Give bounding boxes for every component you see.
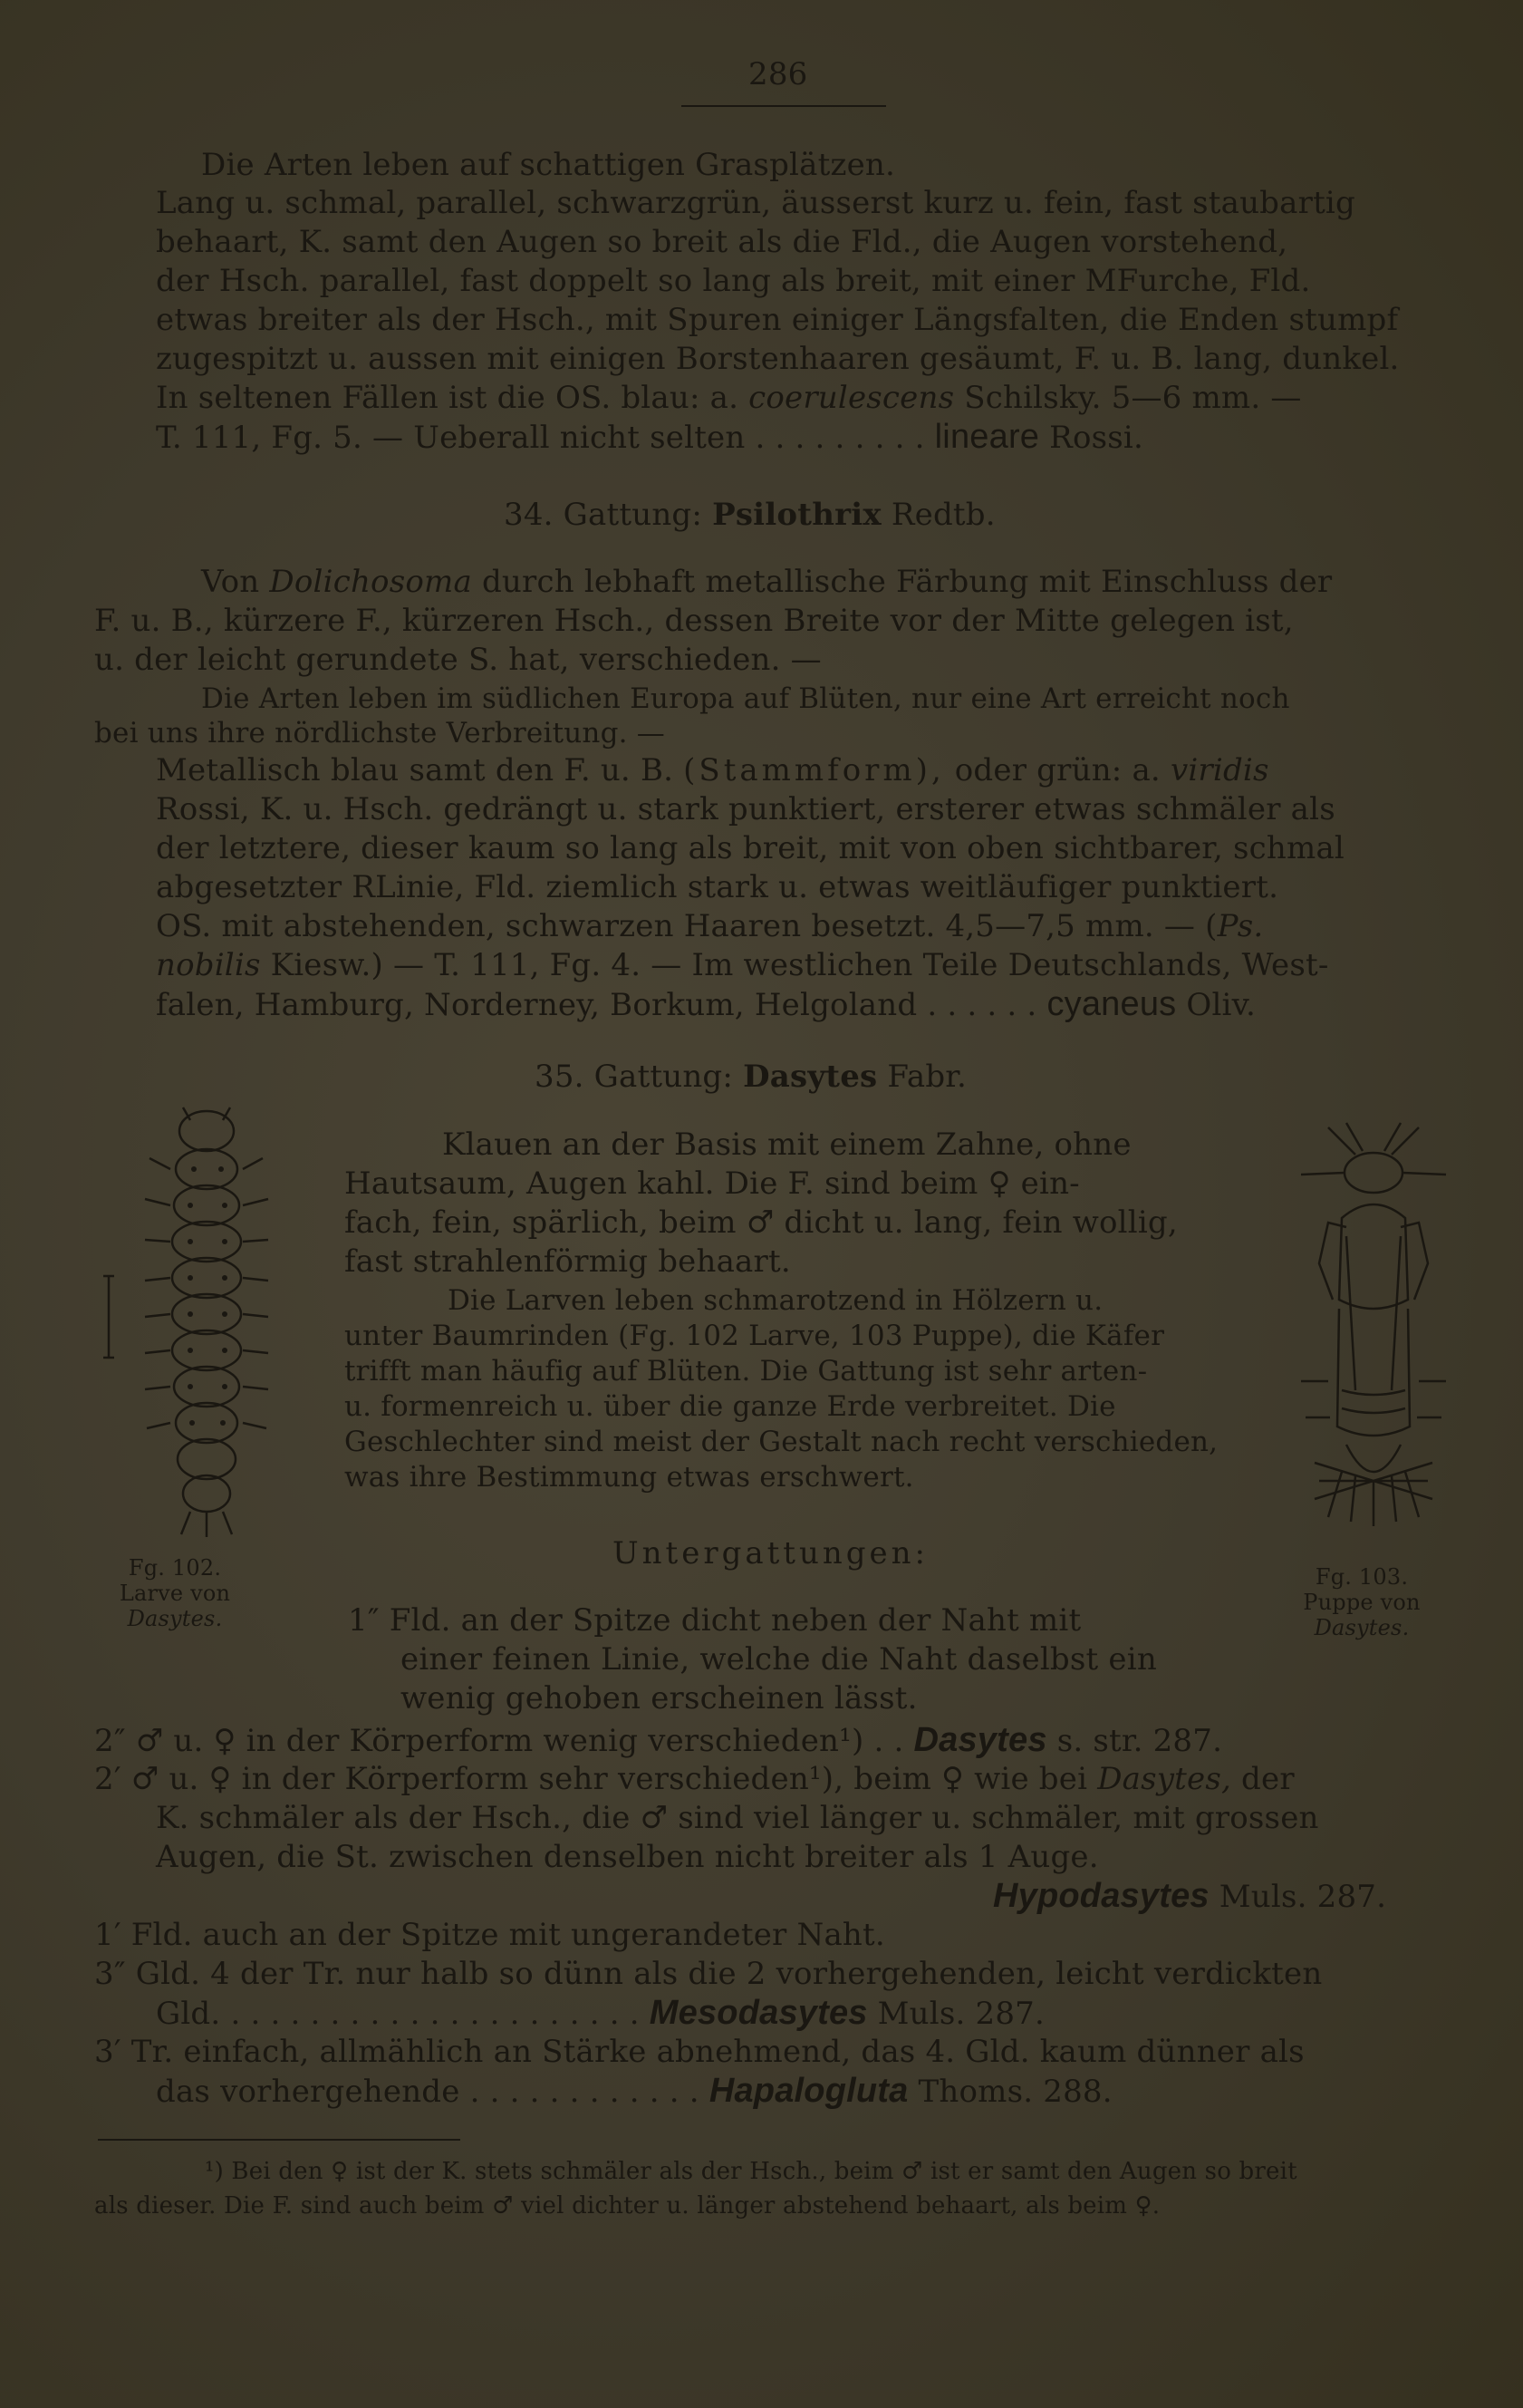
footnote-line: ¹) Bei den ♀ ist der K. stets schmäler als der Hsch., beim ♂ ist er samt den Augen so breit <box>205 2158 1297 2185</box>
intro-line: behaart, K. samt den Augen so breit als die Fld., die Augen vorstehend, <box>156 224 1288 260</box>
key-line: 2′ ♂ u. ♀ in der Körperform sehr verschieden¹), beim ♀ wie bei Dasytes, der <box>94 1761 1295 1797</box>
larva-figure <box>100 1104 299 1539</box>
subgenus-name: Dasytes <box>913 1721 1047 1759</box>
page-number: 286 <box>748 56 808 92</box>
intro-line: zugespitzt u. aussen mit einigen Borstenhaaren gesäumt, F. u. B. lang, dunkel. <box>156 341 1400 377</box>
pupa-figure <box>1292 1118 1455 1535</box>
key-line: wenig gehoben erscheinen lässt. <box>400 1680 918 1717</box>
figure-caption: Fg. 103. Puppe von Dasytes. <box>1303 1564 1421 1640</box>
genus34-line: Die Arten leben im südlichen Europa auf Blüten, nur eine Art erreicht noch <box>201 682 1290 715</box>
key-line: 3′ Tr. einfach, allmählich an Stärke abnehmend, das 4. Gld. kaum dünner als <box>94 2034 1305 2070</box>
genus34-line: der letztere, dieser kaum so lang als breit, mit von oben sichtbarer, schmal <box>156 830 1345 866</box>
key-line: 2″ ♂ u. ♀ in der Körperform wenig verschieden¹) . . Dasytes s. str. 287. <box>94 1721 1223 1759</box>
key-line: einer feinen Linie, welche die Naht daselbst ein <box>400 1641 1157 1678</box>
genus-heading: 34. Gattung: Psilothrix Redtb. <box>504 497 996 533</box>
key-line: Augen, die St. zwischen denselben nicht breiter als 1 Auge. <box>156 1839 1099 1875</box>
genus35-line: Geschlechter sind meist der Gestalt nach recht verschieden, <box>344 1426 1219 1458</box>
species-name: cyaneus <box>1046 985 1177 1023</box>
key-line: K. schmäler als der Hsch., die ♂ sind viel länger u. schmäler, mit grossen <box>156 1800 1319 1836</box>
genus35-line: Hautsaum, Augen kahl. Die F. sind beim ♀ ein- <box>344 1165 1080 1202</box>
key-line: 1″ Fld. an der Spitze dicht neben der Naht mit <box>348 1602 1082 1639</box>
key-line: das vorhergehende . . . . . . . . . . . . Hapalogluta Thoms. 288. <box>156 2072 1113 2110</box>
genus34-line: nobilis Kiesw.) — T. 111, Fg. 4. — Im westlichen Teile Deutschlands, West- <box>156 947 1329 983</box>
header-rule <box>681 105 886 107</box>
genus35-line: trifft man häufig auf Blüten. Die Gattung ist sehr arten- <box>344 1355 1148 1388</box>
figure-caption: Fg. 102. Larve von Dasytes. <box>119 1555 231 1631</box>
subgenus-name: Hapalogluta <box>708 2072 909 2110</box>
genus34-line: Von Dolichosoma durch lebhaft metallische Färbung mit Einschluss der <box>201 564 1333 600</box>
genus35-line: was ihre Bestimmung etwas erschwert. <box>344 1461 914 1494</box>
genus35-line: Klauen an der Basis mit einem Zahne, ohne <box>442 1127 1132 1163</box>
key-line: 3″ Gld. 4 der Tr. nur halb so dünn als die 2 vorhergehenden, leicht verdickten <box>94 1956 1323 1992</box>
intro-line: Lang u. schmal, parallel, schwarzgrün, äusserst kurz u. fein, fast staubartig <box>156 185 1355 221</box>
genus34-line: OS. mit abstehenden, schwarzen Haaren besetzt. 4,5—7,5 mm. — (Ps. <box>156 908 1264 944</box>
genus34-line: F. u. B., kürzere F., kürzeren Hsch., dessen Breite vor der Mitte gelegen ist, <box>94 603 1294 639</box>
genus34-line: abgesetzter RLinie, Fld. ziemlich stark u. etwas weitläufiger punktiert. <box>156 869 1279 905</box>
genus-heading: 35. Gattung: Dasytes Fabr. <box>535 1059 968 1095</box>
genus-name: Dasytes <box>743 1059 878 1095</box>
genus35-line: fast strahlenförmig behaart. <box>344 1243 791 1280</box>
intro-line: T. 111, Fg. 5. — Ueberall nicht selten . . . . . . . . . lineare Rossi. <box>156 418 1144 456</box>
subgenus-name: Hypodasytes <box>993 1877 1210 1915</box>
genus34-line: bei uns ihre nördlichste Verbreitung. — <box>94 717 665 749</box>
subgenus-name: Mesodasytes <box>649 1994 868 2032</box>
intro-line: etwas breiter als der Hsch., mit Spuren einiger Längsfalten, die Enden stumpf <box>156 302 1399 338</box>
genus35-line: u. formenreich u. über die ganze Erde verbreitet. Die <box>344 1390 1116 1423</box>
genus34-line: falen, Hamburg, Norderney, Borkum, Helgoland . . . . . . cyaneus Oliv. <box>156 985 1256 1023</box>
genus34-line: u. der leicht gerundete S. hat, verschieden. — <box>94 642 822 678</box>
key-line: Gld. . . . . . . . . . . . . . . . . . . . . . Mesodasytes Muls. 287. <box>156 1994 1046 2032</box>
species-name: lineare <box>934 418 1040 456</box>
genus35-line: unter Baumrinden (Fg. 102 Larve, 103 Puppe), die Käfer <box>344 1320 1165 1352</box>
key-line: 1′ Fld. auch an der Spitze mit ungerandeter Naht. <box>94 1917 885 1953</box>
footnote-line: als dieser. Die F. sind auch beim ♂ viel dichter u. länger abstehend behaart, als beim ♀. <box>94 2192 1161 2219</box>
intro-line: In seltenen Fällen ist die OS. blau: a. coerulescens Schilsky. 5—6 mm. — <box>156 380 1302 416</box>
intro-line: Die Arten leben auf schattigen Grasplätzen. <box>201 147 895 183</box>
subgenera-heading: Untergattungen: <box>612 1535 929 1571</box>
genus-name: Psilothrix <box>712 497 882 533</box>
genus35-line: Die Larven leben schmarotzend in Hölzern u. <box>448 1284 1104 1317</box>
genus35-line: fach, fein, spärlich, beim ♂ dicht u. lang, fein wollig, <box>344 1204 1178 1241</box>
intro-line: der Hsch. parallel, fast doppelt so lang als breit, mit einer MFurche, Fld. <box>156 263 1311 299</box>
genus34-line: Metallisch blau samt den F. u. B. (Stammform), oder grün: a. viridis <box>156 752 1269 788</box>
footnote-rule <box>98 2139 460 2141</box>
genus34-line: Rossi, K. u. Hsch. gedrängt u. stark punktiert, ersterer etwas schmäler als <box>156 791 1335 827</box>
key-line: Hypodasytes Muls. 287. <box>993 1877 1387 1915</box>
